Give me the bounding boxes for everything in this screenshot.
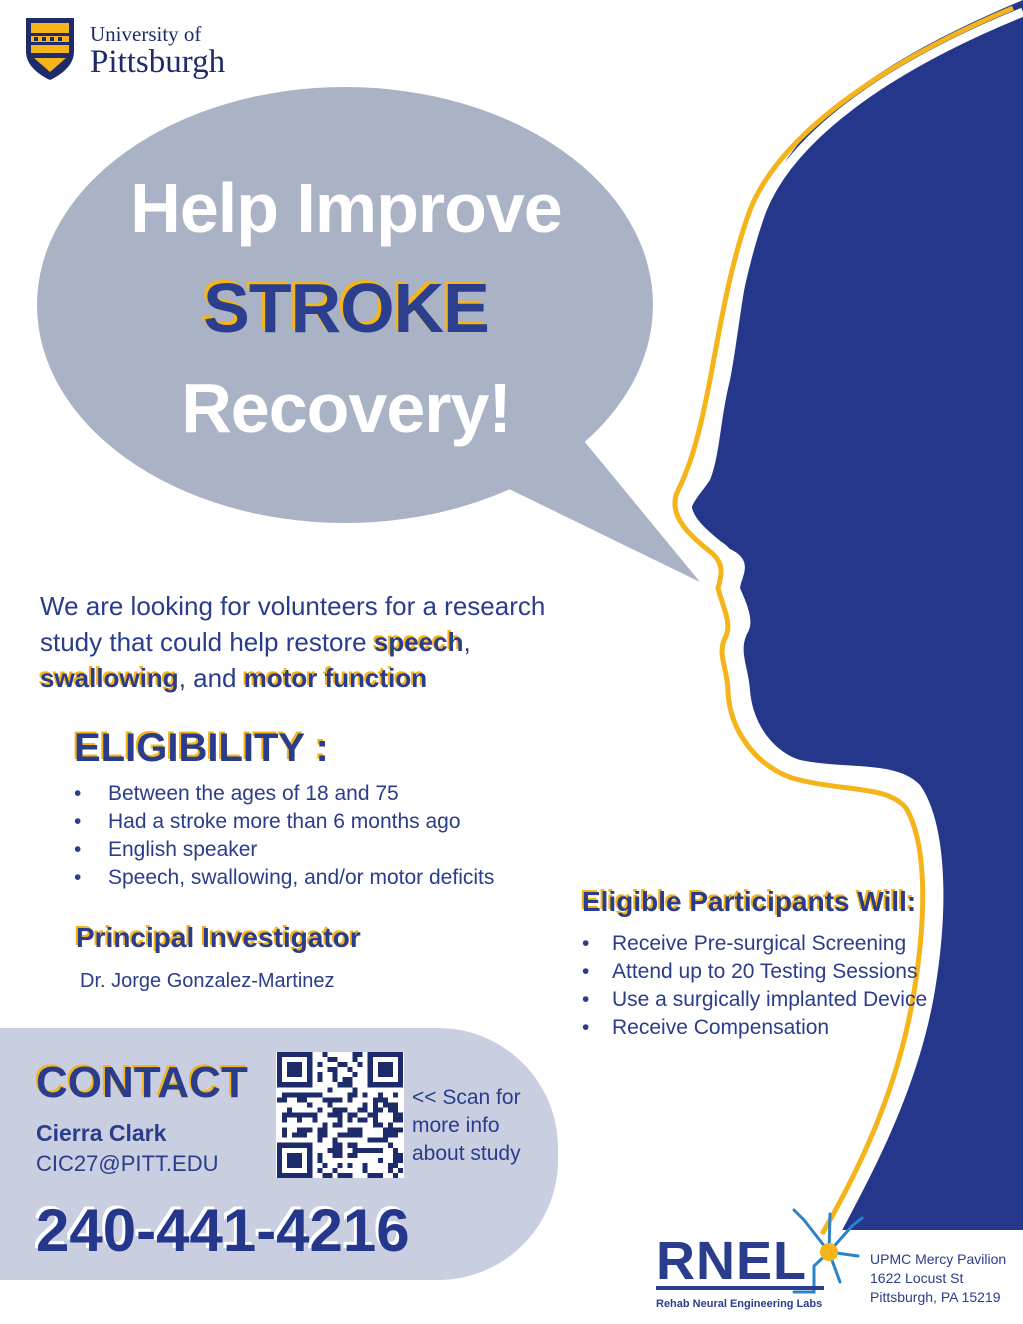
scan-note-line-1: << Scan for (412, 1086, 521, 1109)
intro-comma: , (463, 627, 471, 657)
bullet: • (74, 866, 82, 889)
participants-title: Eligible Participants Will: (582, 886, 917, 917)
list-item (74, 864, 494, 892)
contact-name: Cierra Clark (36, 1120, 167, 1146)
eligibility-item-text: Had a stroke more than 6 months ago (108, 810, 461, 833)
bullet: • (582, 932, 590, 955)
list-item (582, 930, 927, 958)
investigator-name: Dr. Jorge Gonzalez-Martinez (80, 970, 335, 992)
eligibility-item-text: English speaker (108, 838, 258, 861)
participants-item-text: Receive Pre-surgical Screening (612, 932, 907, 955)
bullet: • (74, 782, 82, 805)
scan-note-line-3: about study (412, 1142, 521, 1165)
address-line-1: UPMC Mercy Pavilion (870, 1251, 1007, 1267)
qr-code[interactable] (276, 1052, 404, 1178)
participants-item-text: Receive Compensation (612, 1016, 830, 1039)
participants-item-text: Attend up to 20 Testing Sessions (612, 960, 918, 983)
highlight-motor-function: motor function (243, 663, 428, 693)
list-item (582, 958, 927, 986)
list-item (582, 986, 927, 1014)
pitt-crest-icon (22, 14, 78, 82)
eligibility-item-text: Speech, swallowing, and/or motor deficits (108, 866, 495, 889)
contact-title: CONTACT (36, 1058, 248, 1107)
investigator-title: Principal Investigator (76, 922, 361, 953)
eligibility-list (74, 780, 494, 892)
headline-line-1: Help Improve (130, 169, 562, 247)
participants-item-text: Use a surgically implanted Device (612, 988, 928, 1011)
bullet: • (582, 988, 590, 1011)
address-block (870, 1250, 1006, 1307)
contact-phone[interactable]: 240-441-4216 (36, 1197, 410, 1264)
intro-paragraph (40, 588, 610, 696)
logo-line-2: Pittsburgh (90, 44, 226, 80)
qr-code-icon (276, 1052, 404, 1178)
bullet: • (582, 960, 590, 983)
rnel-logo (644, 1204, 866, 1320)
bullet: • (74, 810, 82, 833)
scan-note-line-2: more info (412, 1114, 500, 1137)
logo-line-1: University of (90, 22, 202, 46)
intro-and: , and (178, 663, 244, 693)
bullet: • (582, 1016, 590, 1039)
university-logo (22, 14, 262, 86)
list-item (74, 808, 494, 836)
rnel-logo-text: RNEL (656, 1231, 807, 1291)
bullet: • (74, 838, 82, 861)
address-line-2: 1622 Locust St (870, 1270, 964, 1286)
headline-line-3: Recovery! (181, 369, 511, 447)
list-item (582, 1014, 927, 1042)
highlight-swallowing: swallowing (40, 663, 179, 693)
scan-note (412, 1084, 521, 1168)
intro-text: We are looking for volunteers for a research study that could help restore (40, 591, 546, 657)
highlight-speech: speech (373, 627, 464, 657)
contact-email[interactable]: CIC27@PITT.EDU (36, 1151, 219, 1176)
headline-stroke: STROKE (203, 269, 489, 347)
list-item (74, 836, 494, 864)
eligibility-item-text: Between the ages of 18 and 75 (108, 782, 399, 805)
participants-list (582, 930, 927, 1042)
eligibility-title: ELIGIBILITY : (74, 726, 329, 770)
rnel-subtitle: Rehab Neural Engineering Labs (656, 1298, 823, 1310)
address-line-3: Pittsburgh, PA 15219 (870, 1289, 1001, 1305)
list-item (74, 780, 494, 808)
